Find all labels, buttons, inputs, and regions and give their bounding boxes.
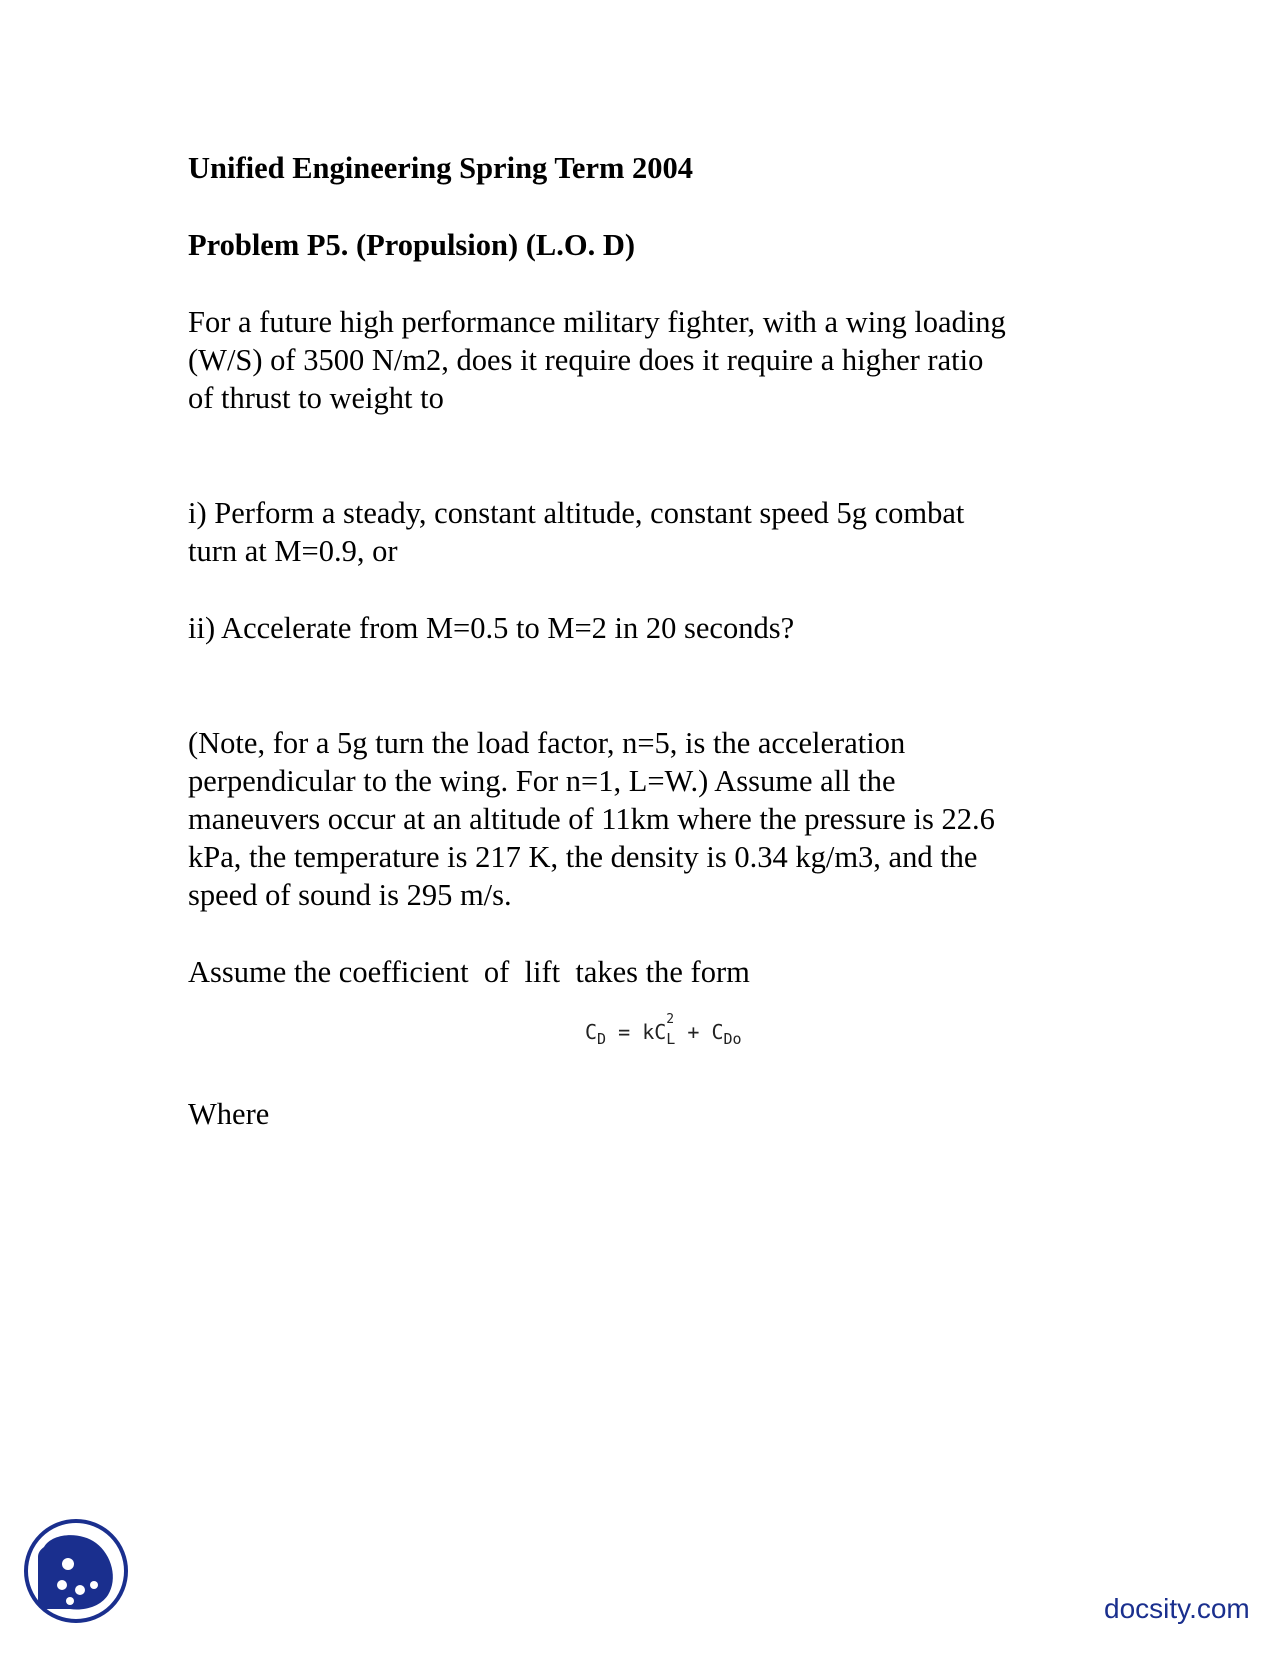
- option-ii-line: ii) Accelerate from M=0.5 to M=2 in 20 seconds?: [188, 611, 795, 645]
- docsity-brand-link[interactable]: docsity.com: [1104, 1593, 1250, 1624]
- formula-cl: C: [654, 1020, 667, 1044]
- note-line: (Note, for a 5g turn the load factor, n=5, is the acceleration: [188, 726, 906, 760]
- intro-line: (W/S) of 3500 N/m2, does it require does it require a higher ratio: [188, 343, 984, 377]
- intro-line: of thrust to weight to: [188, 381, 444, 415]
- option-i-line: turn at M=0.9, or: [188, 534, 398, 568]
- formula-cd: C: [585, 1020, 598, 1044]
- option-i-line: i) Perform a steady, constant altitude, constant speed 5g combat: [188, 496, 965, 530]
- docsity-logo-icon: [22, 1517, 130, 1625]
- note-line: maneuvers occur at an altitude of 11km where the pressure is 22.6: [188, 802, 995, 836]
- formula-cl-group: [654, 1012, 676, 1048]
- formula-equals: =: [606, 1020, 643, 1044]
- note-line: perpendicular to the wing. For n=1, L=W.) Assume all the: [188, 764, 896, 798]
- formula-plus: +: [675, 1020, 712, 1044]
- formula-cd0-sub: Do: [723, 1030, 742, 1048]
- note-line: kPa, the temperature is 217 K, the density is 0.34 kg/m3, and the: [188, 840, 978, 874]
- formula-k: k: [642, 1020, 655, 1044]
- formula-cl-sup: 2: [666, 1012, 675, 1027]
- note-line: speed of sound is 295 m/s.: [188, 878, 512, 912]
- where-line: Where: [188, 1097, 270, 1131]
- formula-cd0: C: [711, 1020, 724, 1044]
- drag-formula: [585, 1012, 742, 1048]
- document-heading: Unified Engineering Spring Term 2004: [188, 151, 694, 185]
- problem-title: Problem P5. (Propulsion) (L.O. D): [188, 228, 636, 262]
- intro-line: For a future high performance military fighter, with a wing loading: [188, 305, 1006, 339]
- formula-cd-sub: D: [597, 1030, 607, 1048]
- formula-cl-sub: L: [666, 1030, 676, 1048]
- assume-line: Assume the coefficient of lift takes the form: [188, 955, 750, 989]
